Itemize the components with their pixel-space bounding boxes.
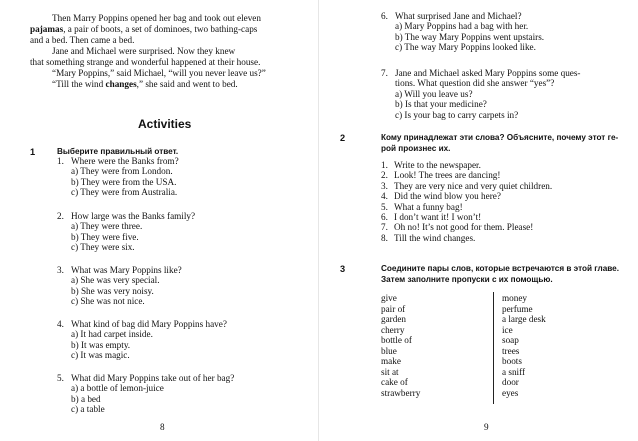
answer-option: c) She was not nice. (71, 296, 145, 307)
question-number: 7. (381, 68, 388, 78)
story-text: “Till the wind (52, 79, 106, 89)
question-text: What kind of bag did Mary Poppins have? (71, 319, 227, 329)
story-line: that something strange and wonderful happened at their house. (30, 57, 261, 67)
word-item: garden (381, 314, 406, 324)
story-bold-word: pajamas (30, 24, 64, 34)
question-text: Jane and Michael asked Mary Poppins some ques- (395, 68, 581, 78)
item-text: I don’t want it! I won’t! (394, 212, 482, 223)
activity-number: 2 (340, 133, 346, 143)
story-bold-word: changes (105, 79, 137, 89)
answer-option: a) They were from London. (71, 166, 173, 177)
item-text: Till the wind changes. (394, 232, 476, 243)
word-item: eyes (502, 387, 519, 398)
story-line: Then Marry Poppins opened her bag and took out eleven (52, 13, 261, 23)
activity-instruction: Выберите правильный ответ. (57, 147, 179, 156)
list-item (381, 160, 552, 170)
word-item: perfume (502, 303, 533, 314)
item-text: Look! The trees are dancing! (394, 170, 501, 181)
question-number: 1. (57, 156, 64, 166)
item-text: Oh no! It’s not good for them. Please! (394, 222, 534, 233)
answer-option: c) They were six. (71, 242, 135, 253)
answer-option: a) She was very special. (71, 275, 160, 286)
word-item: soap (502, 335, 519, 345)
word-item: cherry (381, 324, 405, 335)
word-item: blue (381, 345, 397, 356)
list-item (381, 181, 552, 191)
word-item: ice (502, 324, 513, 335)
item-text: They are very nice and very quiet children. (394, 180, 553, 191)
answer-option: b) Is that your medicine? (395, 99, 487, 110)
activities-heading: Activities (138, 117, 192, 131)
word-item: bottle of (381, 335, 412, 345)
word-item: make (381, 356, 401, 366)
item-text: Write to the newspaper. (394, 160, 481, 170)
instruction-line: рой произнес их. (381, 143, 451, 153)
story-line: and a bed. Then came a bed. (30, 35, 135, 45)
question-text: What was Mary Poppins like? (71, 265, 182, 275)
quote-list (381, 160, 552, 243)
activity-instruction (381, 133, 618, 154)
question-number: 3. (57, 265, 64, 275)
item-text: What a funny bag! (394, 201, 463, 212)
list-item (381, 170, 552, 180)
list-item (381, 202, 552, 212)
story-line (52, 79, 238, 89)
instruction-line: Кому принадлежат эти слова? Объясните, почему этот ге- (381, 133, 619, 142)
item-text: Did the wind blow you here? (394, 191, 501, 202)
story-line (30, 24, 257, 34)
word-item: a sniff (502, 366, 526, 377)
word-item: money (502, 293, 528, 303)
instruction-line: Соедините пары слов, которые встречаются в этой главе. (381, 264, 620, 273)
answer-option: a) Will you leave us? (395, 88, 473, 99)
activity-number: 1 (30, 147, 36, 157)
question-text-cont: tions. What question did she answer “yes”? (395, 78, 555, 89)
list-item (381, 212, 552, 222)
question-text: How large was the Banks family? (71, 211, 196, 221)
page-number: 8 (160, 422, 165, 432)
item-number: 6. (381, 212, 388, 223)
item-number: 7. (381, 222, 388, 233)
word-item: a large desk (502, 314, 546, 324)
story-line: Jane and Michael were surprised. Now they knew (52, 46, 236, 56)
activity-instruction (381, 264, 619, 285)
word-column-divider (493, 292, 494, 404)
page-number: 9 (484, 422, 489, 432)
question-text: What surprised Jane and Michael? (395, 11, 522, 21)
answer-option: b) They were from the USA. (71, 176, 177, 187)
question-number: 2. (57, 211, 64, 221)
list-item (381, 233, 552, 243)
activity-number: 3 (340, 264, 346, 274)
answer-option: c) It was magic. (71, 350, 130, 361)
word-item: cake of (381, 377, 408, 387)
word-item: boots (502, 356, 522, 366)
question-number: 6. (381, 11, 388, 21)
instruction-line: Затем заполните пропуски с их помощью. (381, 274, 553, 284)
answer-option: c) a table (71, 404, 105, 415)
answer-option: a) a bottle of lemon-juice (71, 383, 164, 394)
answer-option: c) The way Mary Poppins looked like. (395, 42, 536, 53)
word-column-right (502, 293, 546, 398)
question-number: 5. (57, 373, 64, 383)
answer-option: a) Mary Poppins had a bag with her. (395, 21, 529, 32)
answer-option: c) They were from Australia. (71, 187, 178, 198)
item-number: 4. (381, 191, 388, 202)
question-4 (57, 319, 227, 361)
word-item: door (502, 377, 519, 387)
list-item (381, 191, 552, 201)
question-2 (57, 211, 195, 253)
item-number: 2. (381, 170, 388, 181)
question-5 (57, 373, 234, 415)
story-text: ,” she said and went to bed. (136, 79, 238, 89)
word-item: trees (502, 345, 520, 356)
item-number: 8. (381, 232, 388, 243)
answer-option: b) a bed (71, 393, 101, 404)
right-page (319, 0, 638, 441)
item-number: 1. (381, 160, 388, 170)
item-number: 3. (381, 180, 388, 191)
word-column-left (381, 293, 420, 398)
question-3 (57, 265, 182, 307)
list-item (381, 222, 552, 232)
word-item: sit at (381, 366, 399, 377)
question-1 (57, 156, 179, 198)
answer-option: a) It had carpet inside. (71, 329, 153, 340)
answer-option: b) It was empty. (71, 339, 131, 350)
question-number: 4. (57, 319, 64, 329)
answer-option: b) The way Mary Poppins went upstairs. (395, 31, 545, 42)
word-item: pair of (381, 303, 406, 314)
answer-option: b) They were five. (71, 231, 139, 242)
story-text: , a pair of boots, a set of dominoes, two bathing-caps (63, 24, 258, 34)
story-line: “Mary Poppins,” said Michael, “will you never leave us?” (52, 68, 266, 78)
word-item: strawberry (381, 387, 421, 398)
answer-option: a) They were three. (71, 221, 143, 232)
item-number: 5. (381, 201, 388, 212)
question-text: Where were the Banks from? (71, 156, 179, 166)
question-6 (381, 11, 544, 53)
question-7 (381, 68, 581, 120)
answer-option: c) Is your bag to carry carpets in? (395, 109, 519, 120)
answer-option: b) She was very noisy. (71, 285, 154, 296)
question-text: What did Mary Poppins take out of her bag? (71, 373, 235, 383)
word-item: give (381, 293, 397, 303)
